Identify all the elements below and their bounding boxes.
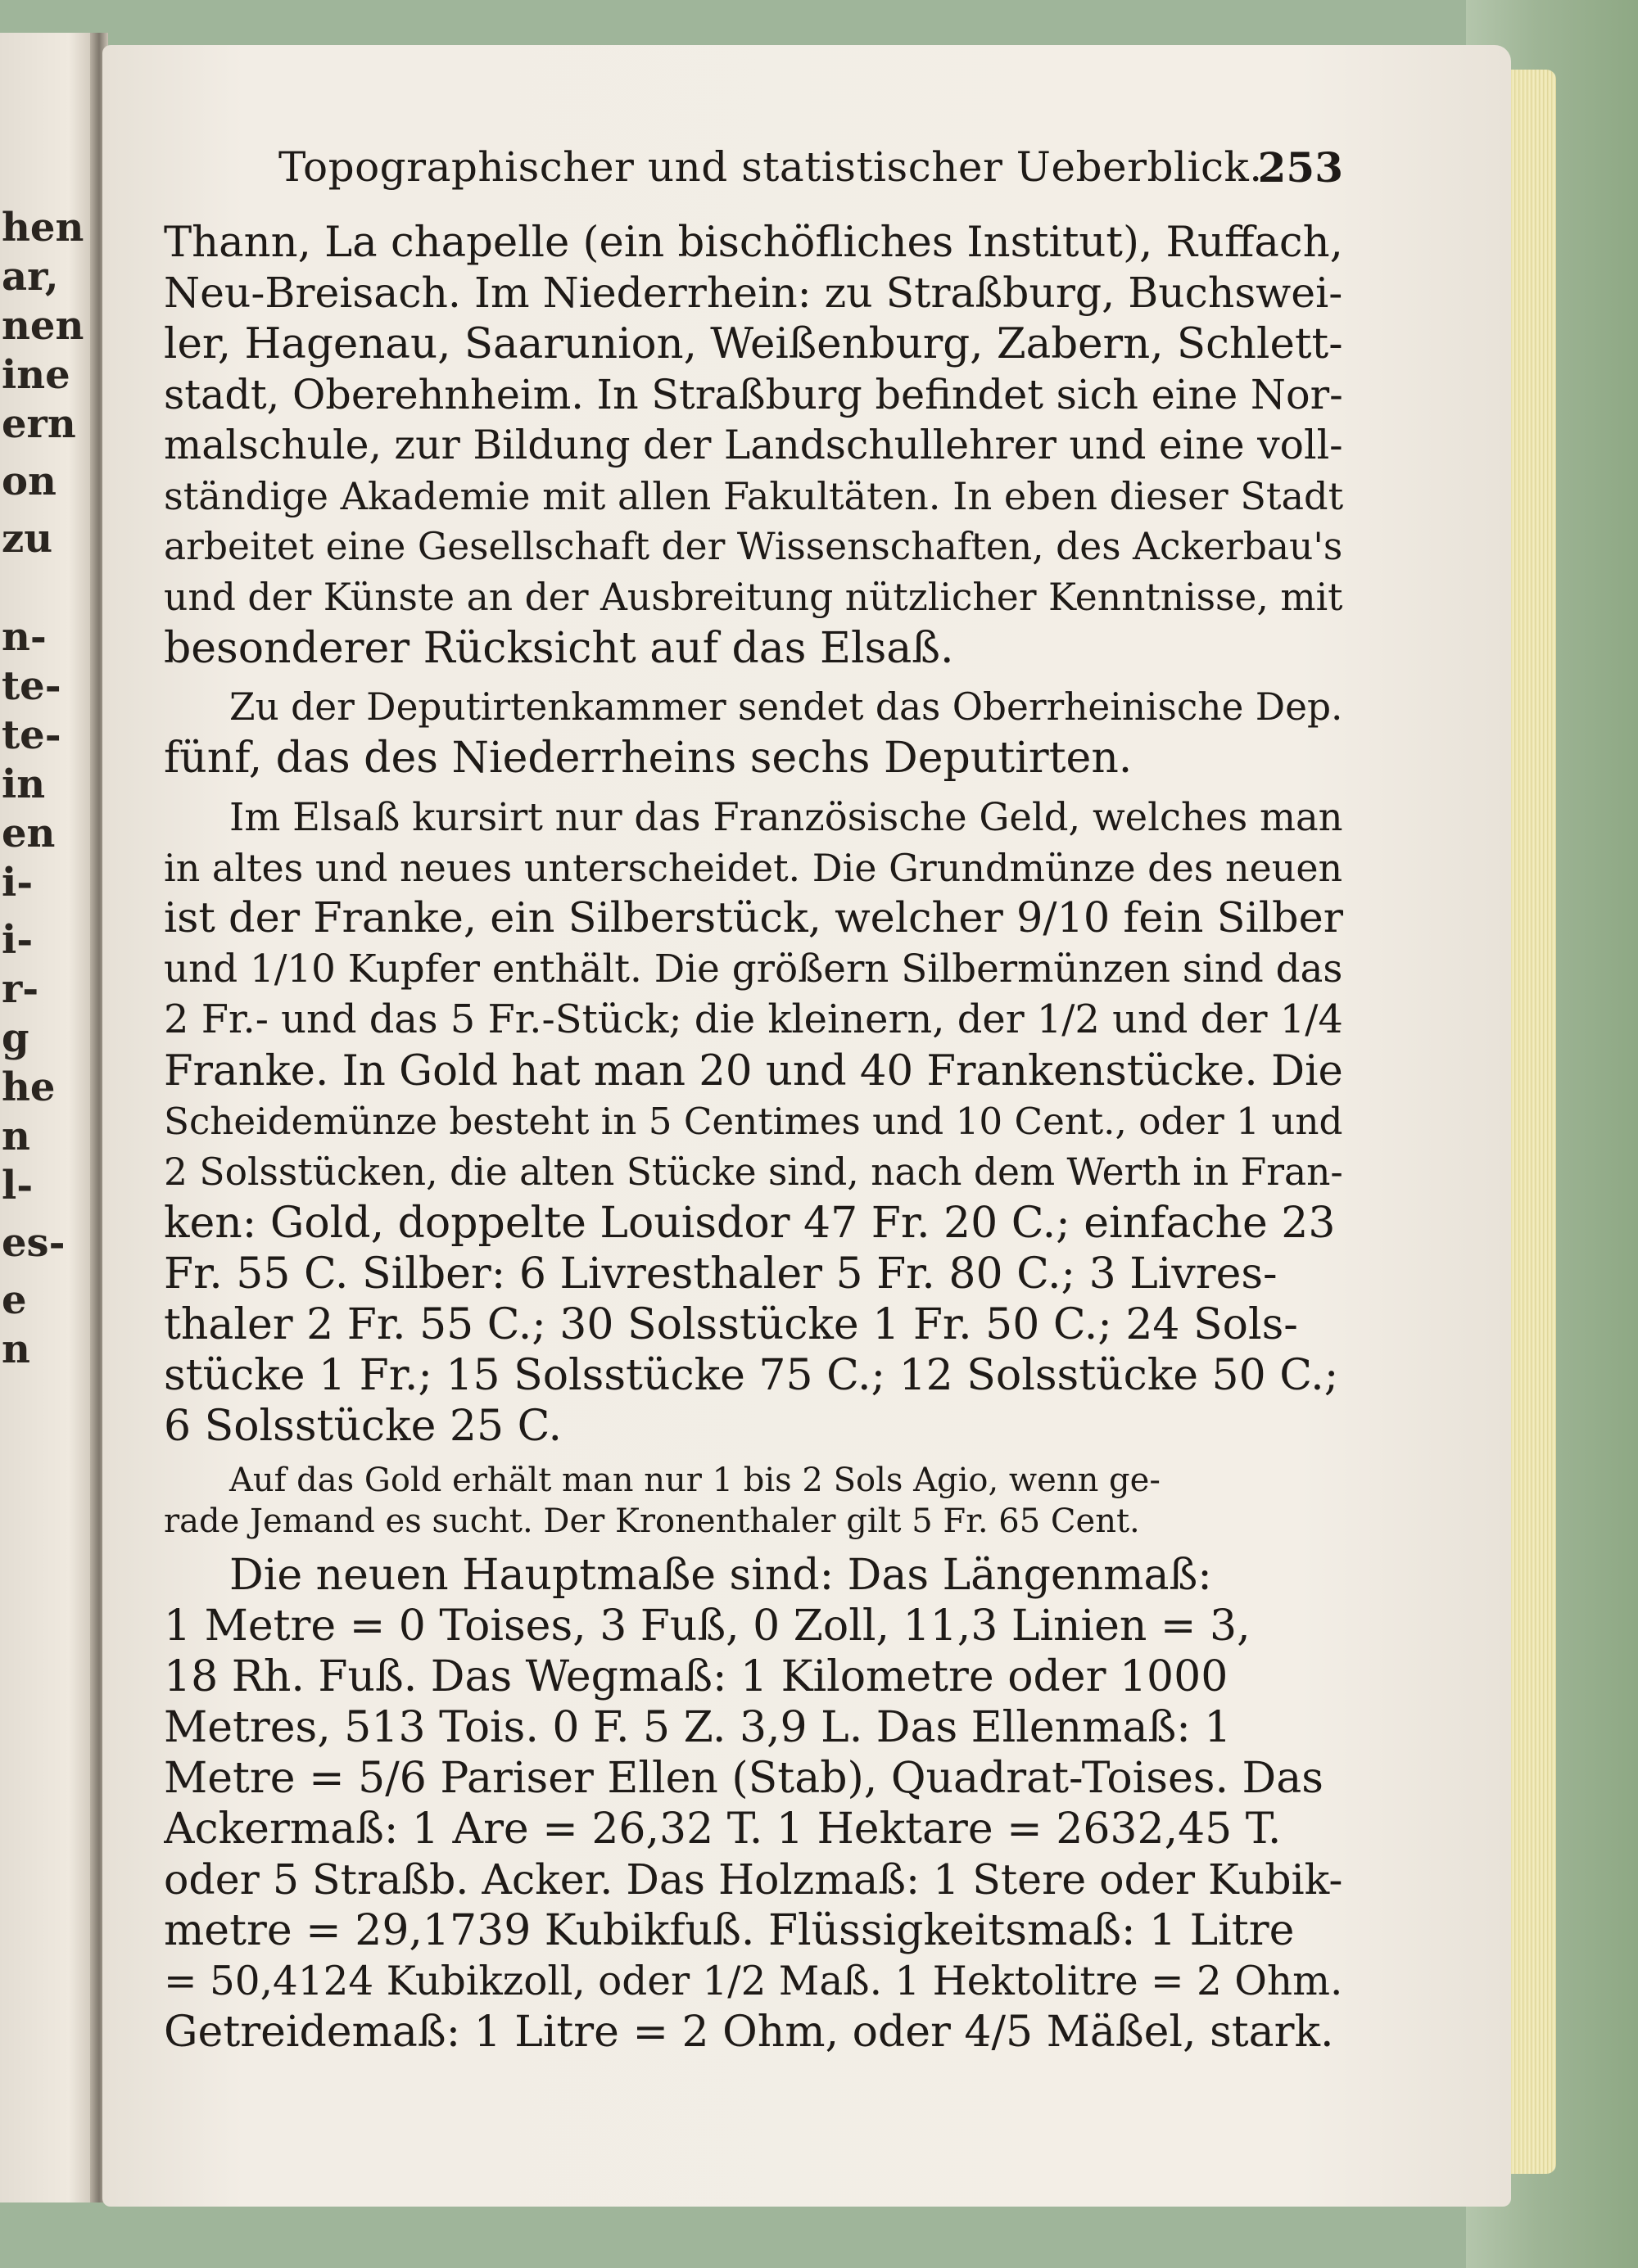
left-page-fragment: l- xyxy=(2,1163,34,1209)
left-page-fragment: nen xyxy=(2,303,84,349)
paragraph-2 xyxy=(164,682,1343,784)
text-line: Getreidemaß: 1 Litre = 2 Ohm, oder 4/5 Mäßel, stark. xyxy=(164,2008,1334,2057)
left-page-fragment: r- xyxy=(2,966,39,1012)
left-page-fragment: te- xyxy=(2,712,61,758)
left-page-fragment: n xyxy=(2,1326,30,1372)
paragraph-4 xyxy=(164,1550,1343,2058)
page-edges xyxy=(1511,70,1556,2174)
text-line: und 1/10 Kupfer enthält. Die größern Silbermünzen sind das xyxy=(164,947,1343,992)
text-line: metre = 29,1739 Kubikfuß. Flüssigkeitsmaß: 1 Litre xyxy=(164,1906,1295,1955)
left-page-edge xyxy=(0,33,98,2202)
text-line: Zu der Deputirtenkammer sendet das Oberrheinische Dep. xyxy=(229,685,1343,729)
text-line: 2 Solsstücken, die alten Stücke sind, nach dem Werth in Fran- xyxy=(164,1150,1343,1194)
footnote xyxy=(164,1460,1343,1542)
text-line: stücke 1 Fr.; 15 Solsstücke 75 C.; 12 Solsstücke 50 C.; xyxy=(164,1351,1339,1400)
text-line: stadt, Oberehnheim. In Straßburg befindet sich eine Nor- xyxy=(164,371,1343,418)
paragraph-3 xyxy=(164,792,1343,1452)
footnote-line: rade Jemand es sucht. Der Kronenthaler gilt 5 Fr. 65 Cent. xyxy=(164,1502,1140,1540)
left-page-fragment: i- xyxy=(2,917,34,963)
text-line: ist der Franke, ein Silberstück, welcher 9/10 fein Silber xyxy=(164,894,1343,942)
text-line: fünf, das des Niederrheins sechs Deputirten. xyxy=(164,734,1133,783)
text-line: 18 Rh. Fuß. Das Wegmaß: 1 Kilometre oder 1000 xyxy=(164,1652,1228,1701)
text-line: Thann, La chapelle (ein bischöfliches Institut), Ruffach, xyxy=(164,218,1343,267)
text-line: Ackermaß: 1 Are = 26,32 T. 1 Hektare = 2632,45 T. xyxy=(164,1805,1282,1854)
text-line: Metres, 513 Tois. 0 F. 5 Z. 3,9 L. Das Ellenmaß: 1 xyxy=(164,1703,1232,1752)
text-line: Neu-Breisach. Im Niederrhein: zu Straßburg, Buchswei- xyxy=(164,269,1343,317)
footnote-line: Auf das Gold erhält man nur 1 bis 2 Sols Agio, wenn ge- xyxy=(229,1462,1161,1499)
text-line: Fr. 55 C. Silber: 6 Livresthaler 5 Fr. 80 C.; 3 Livres- xyxy=(164,1249,1278,1299)
left-page-fragment: in xyxy=(2,761,46,807)
left-page-fragment: hen xyxy=(2,205,84,251)
text-line: 2 Fr.- und das 5 Fr.-Stück; die kleinern, der 1/2 und der 1/4 xyxy=(164,997,1343,1042)
text-line: malschule, zur Bildung der Landschullehrer und eine voll- xyxy=(164,422,1343,468)
left-page-fragment: n- xyxy=(2,614,47,660)
text-line: Franke. In Gold hat man 20 und 40 Frankenstücke. Die xyxy=(164,1046,1343,1096)
page-header xyxy=(278,143,1343,201)
text-line: arbeitet eine Gesellschaft der Wissenschaften, des Ackerbau's xyxy=(164,525,1343,568)
left-page-fragment: en xyxy=(2,811,56,856)
text-line: ken: Gold, doppelte Louisdor 47 Fr. 20 C.; einfache 23 xyxy=(164,1199,1336,1248)
text-line: Metre = 5/6 Pariser Ellen (Stab), Quadrat-Toises. Das xyxy=(164,1754,1324,1803)
left-page-fragment: on xyxy=(2,459,57,504)
left-page-fragment: n xyxy=(2,1114,30,1159)
body-text xyxy=(164,217,1343,2058)
text-line: und der Künste an der Ausbreitung nützlicher Kenntnisse, mit xyxy=(164,576,1343,619)
left-page-fragment: es- xyxy=(2,1220,66,1266)
text-line: thaler 2 Fr. 55 C.; 30 Solsstücke 1 Fr. 50 C.; 24 Sols- xyxy=(164,1300,1298,1349)
text-line: Scheidemünze besteht in 5 Centimes und 10 Cent., oder 1 und xyxy=(164,1100,1343,1143)
running-title: Topographischer und statistischer Ueberblick. xyxy=(278,143,1263,191)
text-line: oder 5 Straßb. Acker. Das Holzmaß: 1 Stere oder Kubik- xyxy=(164,1855,1343,1904)
paragraph-1 xyxy=(164,217,1343,674)
left-page-fragment: zu xyxy=(2,516,53,562)
text-line: Im Elsaß kursirt nur das Französische Geld, welches man xyxy=(229,795,1343,839)
left-page-fragment: te- xyxy=(2,663,61,709)
text-line: = 50,4124 Kubikzoll, oder 1/2 Maß. 1 Hektolitre = 2 Ohm. xyxy=(164,1959,1343,2004)
left-page-fragment: ern xyxy=(2,401,76,447)
text-line: besonderer Rücksicht auf das Elsaß. xyxy=(164,624,954,673)
left-page-fragment: he xyxy=(2,1064,56,1110)
left-page-fragment: e xyxy=(2,1277,27,1323)
page-number: 253 xyxy=(1257,143,1343,192)
left-page-fragment: g xyxy=(2,1015,29,1061)
text-line: Die neuen Hauptmaße sind: Das Längenmaß: xyxy=(229,1551,1212,1600)
left-page-fragment: ar, xyxy=(2,254,59,300)
text-line: ler, Hagenau, Saarunion, Weißenburg, Zabern, Schlett- xyxy=(164,319,1343,368)
left-page-fragment: ine xyxy=(2,352,70,398)
text-line: 6 Solsstücke 25 C. xyxy=(164,1402,563,1451)
text-line: ständige Akademie mit allen Fakultäten. In eben dieser Stadt xyxy=(164,474,1343,518)
left-page-fragment: i- xyxy=(2,860,34,906)
text-line: in altes und neues unterscheidet. Die Grundmünze des neuen xyxy=(164,846,1343,890)
text-line: 1 Metre = 0 Toises, 3 Fuß, 0 Zoll, 11,3 Linien = 3, xyxy=(164,1602,1251,1651)
